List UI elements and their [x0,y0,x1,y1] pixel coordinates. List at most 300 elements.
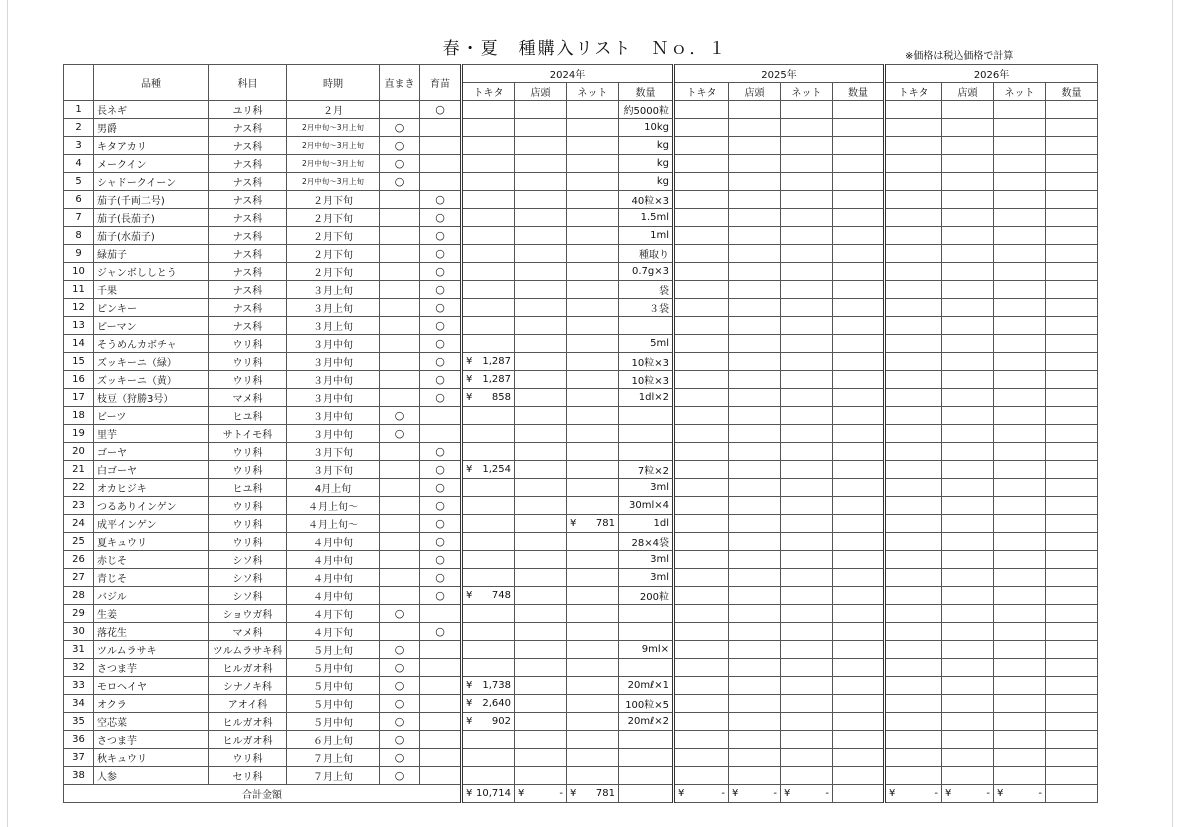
table-row [64,245,1098,263]
empty-cell [781,407,833,425]
seedling-mark: ○ [420,317,462,335]
empty-cell [885,677,942,695]
empty-cell [885,245,942,263]
seedling-mark [420,695,462,713]
quantity-cell: 9ml× [619,641,674,659]
net-price-cell [567,641,619,659]
empty-cell [1046,227,1098,245]
empty-cell [994,371,1046,389]
empty-cell [781,605,833,623]
family-cell: ウリ科 [209,461,287,479]
store-price-cell [515,407,567,425]
variety-cell: 緑茄子 [94,245,209,263]
empty-cell [1046,371,1098,389]
seedling-mark: ○ [420,263,462,281]
store-price-cell [515,695,567,713]
empty-cell [942,119,994,137]
empty-cell [885,191,942,209]
row-number: 38 [64,767,94,785]
empty-cell [885,101,942,119]
empty-cell [729,749,781,767]
empty-cell [885,695,942,713]
table-row [64,533,1098,551]
empty-cell [729,587,781,605]
net-price-cell [567,299,619,317]
period-cell: ３月中旬 [287,353,380,371]
period-cell: ４月中旬 [287,569,380,587]
empty-cell [781,299,833,317]
period-cell: ２月下旬 [287,227,380,245]
subheader-qty: 数量 [833,83,885,101]
quantity-cell [619,749,674,767]
variety-cell: バジル [94,587,209,605]
period-cell: ２月下旬 [287,263,380,281]
empty-cell [781,317,833,335]
table-row [64,389,1098,407]
empty-cell [674,479,729,497]
period-cell: ３月上旬 [287,299,380,317]
total-tokita-y2026 [885,785,942,803]
empty-cell [781,155,833,173]
empty-cell [994,209,1046,227]
quantity-cell [619,425,674,443]
yen-sign: ¥ [997,788,1004,799]
price-amount: 858 [491,392,511,403]
tokita-price-cell [462,677,515,695]
tokita-price-cell [462,551,515,569]
seedling-mark: ○ [420,281,462,299]
row-number: 28 [64,587,94,605]
tokita-price-cell [462,515,515,533]
empty-cell [1046,605,1098,623]
empty-cell [674,533,729,551]
empty-cell [833,101,885,119]
variety-cell: 生姜 [94,605,209,623]
empty-cell [674,587,729,605]
empty-cell [942,479,994,497]
net-price-cell [567,587,619,605]
period-cell: ２月 [287,101,380,119]
store-price-cell [515,551,567,569]
header-no [64,65,94,101]
empty-cell [885,461,942,479]
empty-cell [674,659,729,677]
price-amount: 1,287 [482,374,511,385]
empty-cell [833,479,885,497]
empty-cell [1046,281,1098,299]
total-tokita-y2025 [674,785,729,803]
family-cell: ナス科 [209,299,287,317]
empty-cell [942,317,994,335]
family-cell: ユリ科 [209,101,287,119]
net-price-cell [567,623,619,641]
empty-cell [833,353,885,371]
row-number: 31 [64,641,94,659]
table-row [64,101,1098,119]
header-period: 時期 [287,65,380,101]
empty-cell [942,209,994,227]
empty-cell [833,695,885,713]
store-price-cell [515,767,567,785]
store-price-cell [515,749,567,767]
row-number: 2 [64,119,94,137]
empty-cell [942,767,994,785]
table-row [64,425,1098,443]
tokita-price-cell [462,533,515,551]
variety-cell: ゴーヤ [94,443,209,461]
store-price-cell [515,155,567,173]
empty-cell [885,749,942,767]
total-value [678,788,725,799]
direct-sowing-mark [380,245,420,263]
period-cell: ３月中旬 [287,389,380,407]
empty-cell [833,587,885,605]
empty-cell [942,335,994,353]
empty-cell [942,533,994,551]
tokita-price-cell [462,497,515,515]
period-cell: 4月上旬 [287,479,380,497]
store-price-cell [515,677,567,695]
empty-cell [942,623,994,641]
subheader-net: ネット [781,83,833,101]
variety-cell: 千果 [94,281,209,299]
store-price-cell [515,623,567,641]
empty-cell [1046,353,1098,371]
empty-cell [942,569,994,587]
total-amount: 781 [595,788,615,799]
quantity-cell [619,407,674,425]
empty-cell [994,533,1046,551]
table-row [64,551,1098,569]
family-cell: ヒルガオ科 [209,731,287,749]
row-number: 16 [64,371,94,389]
seedling-mark: ○ [420,371,462,389]
total-amount: - [825,788,830,799]
empty-cell [942,263,994,281]
tokita-price-cell [462,155,515,173]
direct-sowing-mark: ○ [380,605,420,623]
quantity-cell: 袋 [619,281,674,299]
empty-cell [729,623,781,641]
period-cell: ５月中旬 [287,713,380,731]
direct-sowing-mark [380,551,420,569]
yen-sign: ¥ [570,518,577,529]
total-row [64,785,1098,803]
table-row [64,137,1098,155]
tokita-price-cell [462,659,515,677]
empty-cell [1046,713,1098,731]
family-cell: セリ科 [209,767,287,785]
table-row [64,749,1098,767]
empty-cell [674,461,729,479]
empty-cell [885,605,942,623]
empty-cell [942,749,994,767]
total-value [732,788,777,799]
store-price-cell [515,281,567,299]
total-value [570,788,615,799]
quantity-cell [619,659,674,677]
empty-cell [674,749,729,767]
yen-sign: ¥ [518,788,525,799]
family-cell: シソ科 [209,551,287,569]
empty-cell [885,479,942,497]
empty-cell [885,281,942,299]
empty-cell [674,335,729,353]
empty-cell [729,245,781,263]
variety-cell: 茄子(千両二号) [94,191,209,209]
empty-cell [729,641,781,659]
direct-sowing-mark: ○ [380,119,420,137]
quantity-cell: kg [619,137,674,155]
empty-cell [994,713,1046,731]
quantity-cell [619,317,674,335]
empty-cell [885,767,942,785]
empty-cell [994,389,1046,407]
empty-cell [833,767,885,785]
tokita-price-cell [462,479,515,497]
seedling-mark: ○ [420,443,462,461]
store-price-cell [515,713,567,731]
empty-cell [833,605,885,623]
net-price-cell [567,173,619,191]
empty-cell [781,101,833,119]
tokita-price-cell [462,695,515,713]
header-direct-sowing: 直まき [380,65,420,101]
family-cell: ウリ科 [209,353,287,371]
direct-sowing-mark: ○ [380,155,420,173]
empty-cell [674,551,729,569]
tokita-price-cell [462,191,515,209]
empty-cell [781,515,833,533]
seedling-mark: ○ [420,569,462,587]
empty-cell [994,659,1046,677]
empty-cell [833,299,885,317]
row-number: 36 [64,731,94,749]
family-cell: サトイモ科 [209,425,287,443]
variety-cell: オカヒジキ [94,479,209,497]
empty-cell [674,137,729,155]
header-year-2026: 2026年 [885,65,1098,83]
tokita-price-cell [462,461,515,479]
family-cell: ウリ科 [209,533,287,551]
table-row [64,209,1098,227]
empty-cell [674,407,729,425]
tokita-price-cell [462,245,515,263]
price-amount: 1,738 [482,680,511,691]
empty-cell [674,695,729,713]
empty-cell [942,281,994,299]
empty-cell [994,677,1046,695]
empty-cell [729,281,781,299]
family-cell: ナス科 [209,317,287,335]
store-price-cell [515,389,567,407]
variety-cell: 秋キュウリ [94,749,209,767]
table-row [64,119,1098,137]
subheader-net: ネット [994,83,1046,101]
period-cell: ３月中旬 [287,371,380,389]
variety-cell: キタアカリ [94,137,209,155]
period-cell: ７月上旬 [287,767,380,785]
table-row [64,353,1098,371]
quantity-cell: 3ml [619,569,674,587]
empty-cell [942,101,994,119]
store-price-cell [515,497,567,515]
family-cell: ヒルガオ科 [209,659,287,677]
period-cell: ２月下旬 [287,191,380,209]
empty-cell [781,677,833,695]
empty-cell [729,695,781,713]
seedling-mark [420,407,462,425]
empty-cell [729,191,781,209]
tokita-price-cell [462,641,515,659]
empty-cell [781,173,833,191]
quantity-cell [619,605,674,623]
quantity-cell: 3ml [619,551,674,569]
seedling-mark: ○ [420,353,462,371]
empty-cell [994,425,1046,443]
empty-cell [833,515,885,533]
store-price-cell [515,425,567,443]
store-price-cell [515,569,567,587]
empty-cell [994,173,1046,191]
quantity-cell: 20mℓ×1 [619,677,674,695]
empty-cell [994,641,1046,659]
empty-cell [833,371,885,389]
empty-cell [994,767,1046,785]
quantity-cell: 10粒×3 [619,371,674,389]
total-amount: - [559,788,563,799]
empty-cell [1046,443,1098,461]
empty-cell [885,731,942,749]
direct-sowing-mark [380,587,420,605]
total-amount: - [934,788,939,799]
empty-cell [674,515,729,533]
empty-cell [729,767,781,785]
store-price-cell [515,335,567,353]
empty-cell [994,227,1046,245]
net-price-cell [567,713,619,731]
empty-cell [994,263,1046,281]
family-cell: ウリ科 [209,497,287,515]
empty-cell [885,317,942,335]
period-cell: 2月中旬～3月上旬 [287,155,380,173]
empty-cell [674,353,729,371]
empty-cell [1046,767,1098,785]
empty-cell [942,155,994,173]
empty-cell [729,569,781,587]
total-net-y2024 [567,785,619,803]
empty-cell [942,551,994,569]
variety-cell: 長ネギ [94,101,209,119]
variety-cell: さつま芋 [94,659,209,677]
header-row-1 [64,65,1098,83]
quantity-cell: 1dl×2 [619,389,674,407]
empty-cell [833,407,885,425]
table-row [64,695,1098,713]
empty-cell [994,497,1046,515]
empty-cell [1046,677,1098,695]
empty-cell [942,659,994,677]
net-price-cell [567,155,619,173]
variety-cell: 人参 [94,767,209,785]
variety-cell: シャドークイーン [94,173,209,191]
row-number: 30 [64,623,94,641]
seedling-mark [420,677,462,695]
empty-cell [833,497,885,515]
period-cell: ３月中旬 [287,407,380,425]
direct-sowing-mark: ○ [380,641,420,659]
yen-sign: ¥ [784,788,791,799]
header-seedling: 育苗 [420,65,462,101]
net-price-cell [567,677,619,695]
empty-cell [833,425,885,443]
row-number: 17 [64,389,94,407]
yen-sign: ¥ [466,356,473,367]
quantity-cell: 5ml [619,335,674,353]
empty-cell [674,281,729,299]
empty-cell [833,191,885,209]
empty-cell [729,317,781,335]
store-price-cell [515,605,567,623]
direct-sowing-mark [380,371,420,389]
quantity-cell: 20mℓ×2 [619,713,674,731]
table-row [64,317,1098,335]
quantity-cell: 40粒×3 [619,191,674,209]
direct-sowing-mark [380,263,420,281]
net-price-cell [567,551,619,569]
table-row [64,641,1098,659]
empty-cell [942,731,994,749]
family-cell: ウリ科 [209,515,287,533]
empty-cell [1046,695,1098,713]
family-cell: ナス科 [209,263,287,281]
empty-cell [781,569,833,587]
total-value [945,788,990,799]
period-cell: ３月中旬 [287,425,380,443]
empty-cell [885,533,942,551]
price-value [466,392,511,403]
variety-cell: 茄子(長茄子) [94,209,209,227]
seedling-mark [420,767,462,785]
store-price-cell [515,299,567,317]
row-number: 18 [64,407,94,425]
store-price-cell [515,371,567,389]
empty-cell [674,227,729,245]
empty-cell [674,443,729,461]
empty-cell [885,227,942,245]
net-price-cell [567,281,619,299]
price-value [466,356,511,367]
variety-cell: オクラ [94,695,209,713]
tokita-price-cell [462,623,515,641]
empty-cell [781,119,833,137]
seedling-mark [420,713,462,731]
family-cell: シソ科 [209,587,287,605]
row-number: 35 [64,713,94,731]
variety-cell: 枝豆（狩勝3号） [94,389,209,407]
yen-sign: ¥ [466,374,473,385]
quantity-cell: 約5000粒 [619,101,674,119]
empty-cell [1046,641,1098,659]
period-cell: ４月中旬 [287,551,380,569]
tokita-price-cell [462,101,515,119]
empty-cell [1046,497,1098,515]
variety-cell: そうめんカボチャ [94,335,209,353]
row-number: 34 [64,695,94,713]
direct-sowing-mark: ○ [380,659,420,677]
net-price-cell [567,515,619,533]
direct-sowing-mark [380,191,420,209]
